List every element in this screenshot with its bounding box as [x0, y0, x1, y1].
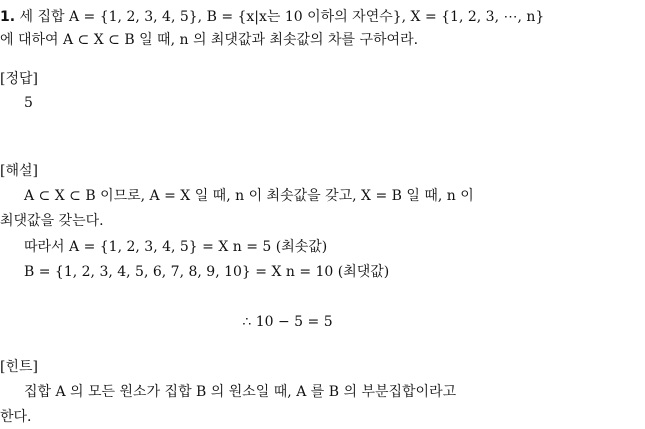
- problem-line-2: 에 대하여 A ⊂ X ⊂ B 일 때, n 의 최댓값과 최솟값의 차를 구하여라.: [0, 32, 419, 48]
- hint-line-1: 집합 A 의 모든 원소가 집합 B 의 원소일 때, A 를 B 의 부분집합이라고: [24, 384, 457, 400]
- problem-text-1: 세 집합 A = {1, 2, 3, 4, 5}, B = {x|x는 10 이하의 자연수}, X = {1, 2, 3, ⋯, n}: [19, 9, 545, 25]
- problem-number: 1.: [0, 9, 16, 25]
- explanation-line-4: B = {1, 2, 3, 4, 5, 6, 7, 8, 9, 10} = X n = 10 (최댓값): [24, 264, 390, 280]
- explanation-line-3: 따라서 A = {1, 2, 3, 4, 5} = X n = 5 (최솟값): [24, 239, 328, 255]
- explanation-line-2: 최댓값을 갖는다.: [0, 213, 104, 229]
- explanation-line-1: A ⊂ X ⊂ B 이므로, A = X 일 때, n 이 최솟값을 갖고, X = B 일 때, n 이: [24, 188, 474, 204]
- explanation-conclusion: ∴ 10 − 5 = 5: [242, 314, 333, 330]
- hint-heading: [힌트]: [0, 359, 38, 375]
- hint-line-2: 한다.: [0, 409, 32, 425]
- explanation-heading: [해설]: [0, 163, 38, 179]
- answer-value: 5: [24, 95, 33, 111]
- answer-heading: [정답]: [0, 71, 38, 87]
- problem-line-1: [0, 8, 544, 26]
